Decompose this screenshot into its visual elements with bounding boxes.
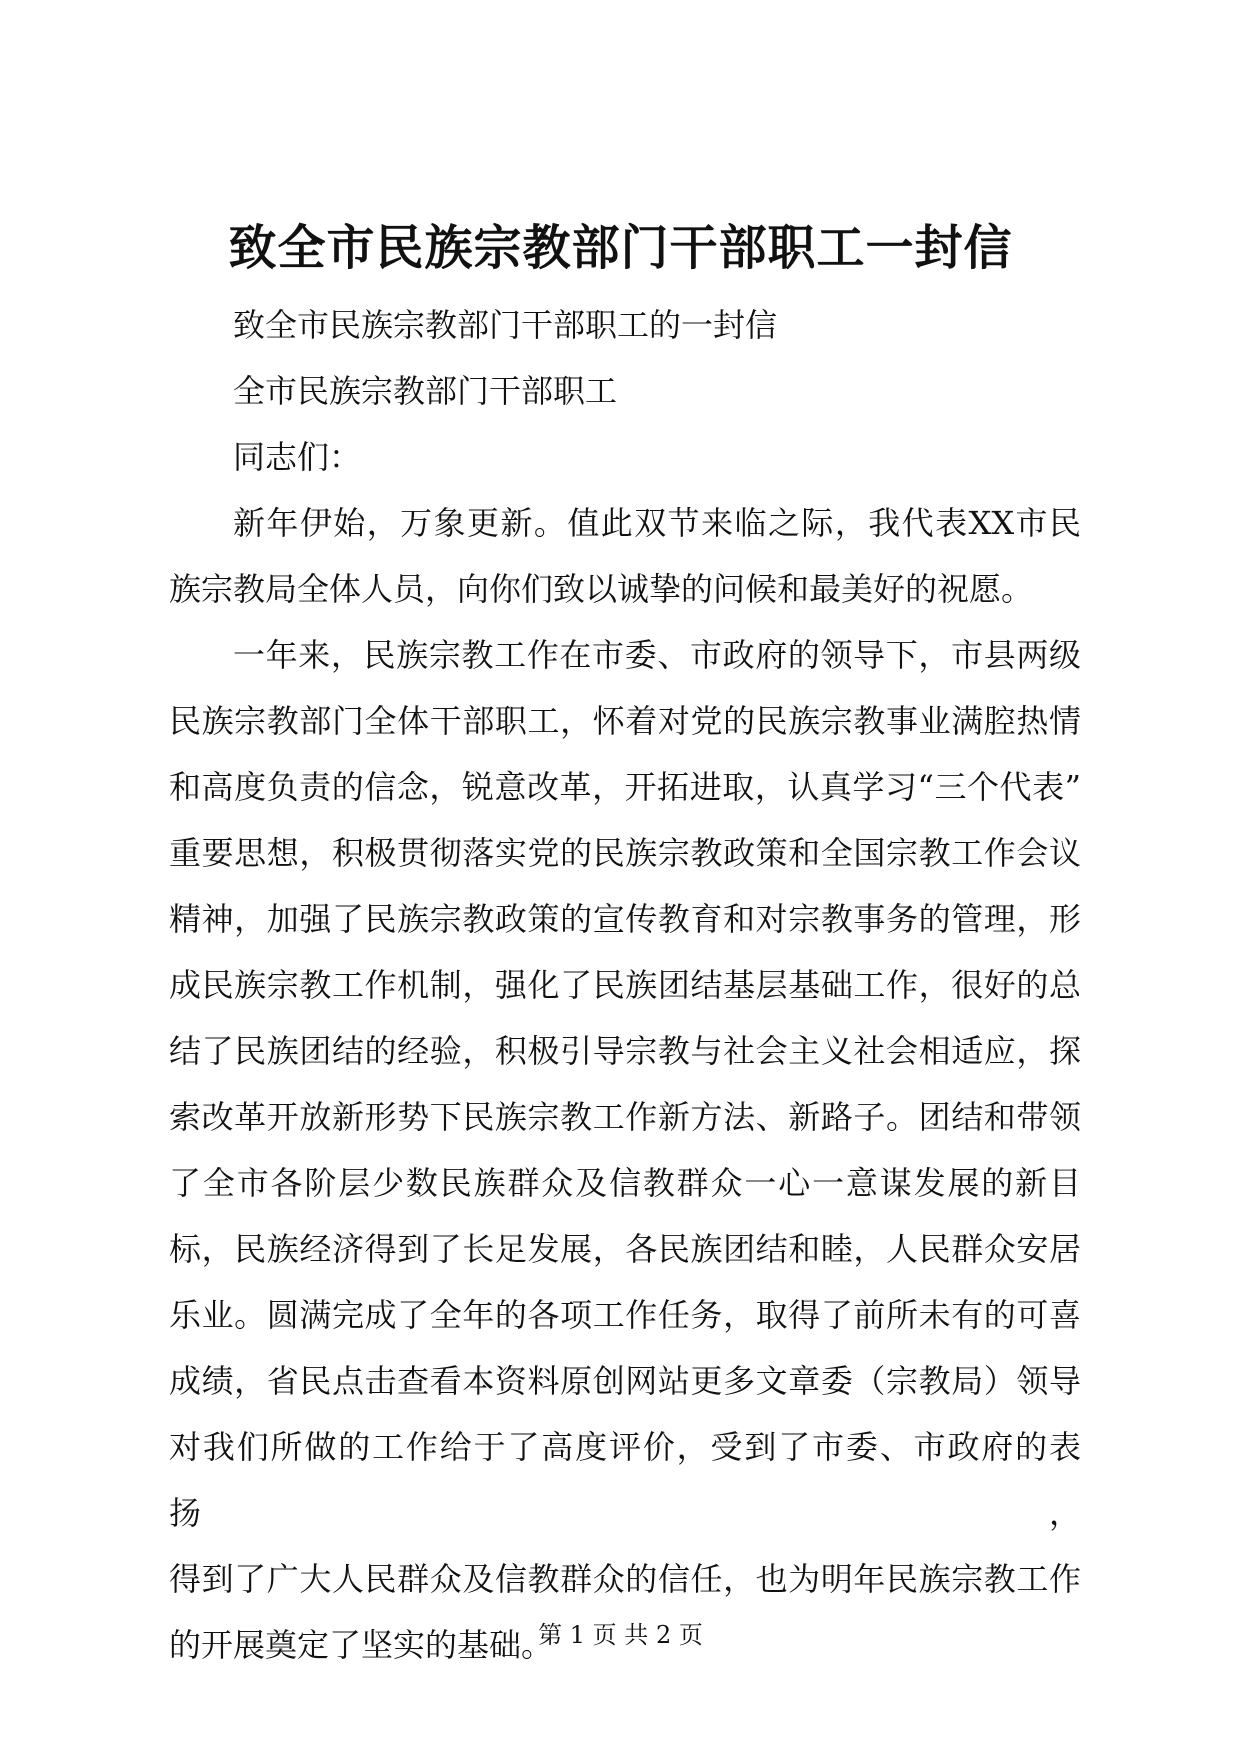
body-line: 新年伊始，万象更新。值此双节来临之际，我代表XX市民 [233, 504, 1081, 542]
body-line: 标，民族经济得到了长足发展，各民族团结和睦，人民群众安居 [169, 1230, 1081, 1268]
body-line: 成绩，省民点击查看本资料原创网站更多文章委（宗教局）领导 [169, 1362, 1081, 1400]
body-line: 乐业。圆满完成了全年的各项工作任务，取得了前所未有的可喜 [169, 1296, 1081, 1334]
body-line: 致全市民族宗教部门干部职工的一封信 [233, 306, 778, 344]
body-line: 对我们所做的工作给于了高度评价，受到了市委、市政府的表扬， [169, 1428, 1081, 1532]
body-line: 一年来，民族宗教工作在市委、市政府的领导下，市县两级 [233, 636, 1081, 674]
body-line: 同志们： [233, 438, 362, 476]
body-line: 成民族宗教工作机制，强化了民族团结基层基础工作，很好的总 [169, 966, 1081, 1004]
body-line: 民族宗教部门全体干部职工，怀着对党的民族宗教事业满腔热情 [169, 702, 1081, 740]
body-line: 结了民族团结的经验，积极引导宗教与社会主义社会相适应，探 [169, 1032, 1081, 1070]
body-line: 索改革开放新形势下民族宗教工作新方法、新路子。团结和带领 [169, 1098, 1081, 1136]
body-line: 族宗教局全体人员，向你们致以诚挚的问候和最美好的祝愿。 [169, 570, 1034, 608]
document-body [169, 292, 1081, 1678]
body-line: 的开展奠定了坚实的基础。 [169, 1626, 554, 1664]
body-line: 了全市各阶层少数民族群众及信教群众一心一意谋发展的新目 [169, 1164, 1081, 1202]
page-number-footer: 第 1 页 共 2 页 [538, 1621, 703, 1649]
body-line: 全市民族宗教部门干部职工 [233, 372, 618, 410]
body-line: 和高度负责的信念，锐意改革，开拓进取，认真学习“三个代表” [169, 768, 1081, 806]
document-title: 致全市民族宗教部门干部职工一封信 [228, 220, 1013, 276]
body-line: 重要思想，积极贯彻落实党的民族宗教政策和全国宗教工作会议 [169, 834, 1081, 872]
body-line: 精神，加强了民族宗教政策的宣传教育和对宗教事务的管理，形 [169, 900, 1081, 938]
body-line: 得到了广大人民群众及信教群众的信任，也为明年民族宗教工作 [169, 1560, 1081, 1598]
